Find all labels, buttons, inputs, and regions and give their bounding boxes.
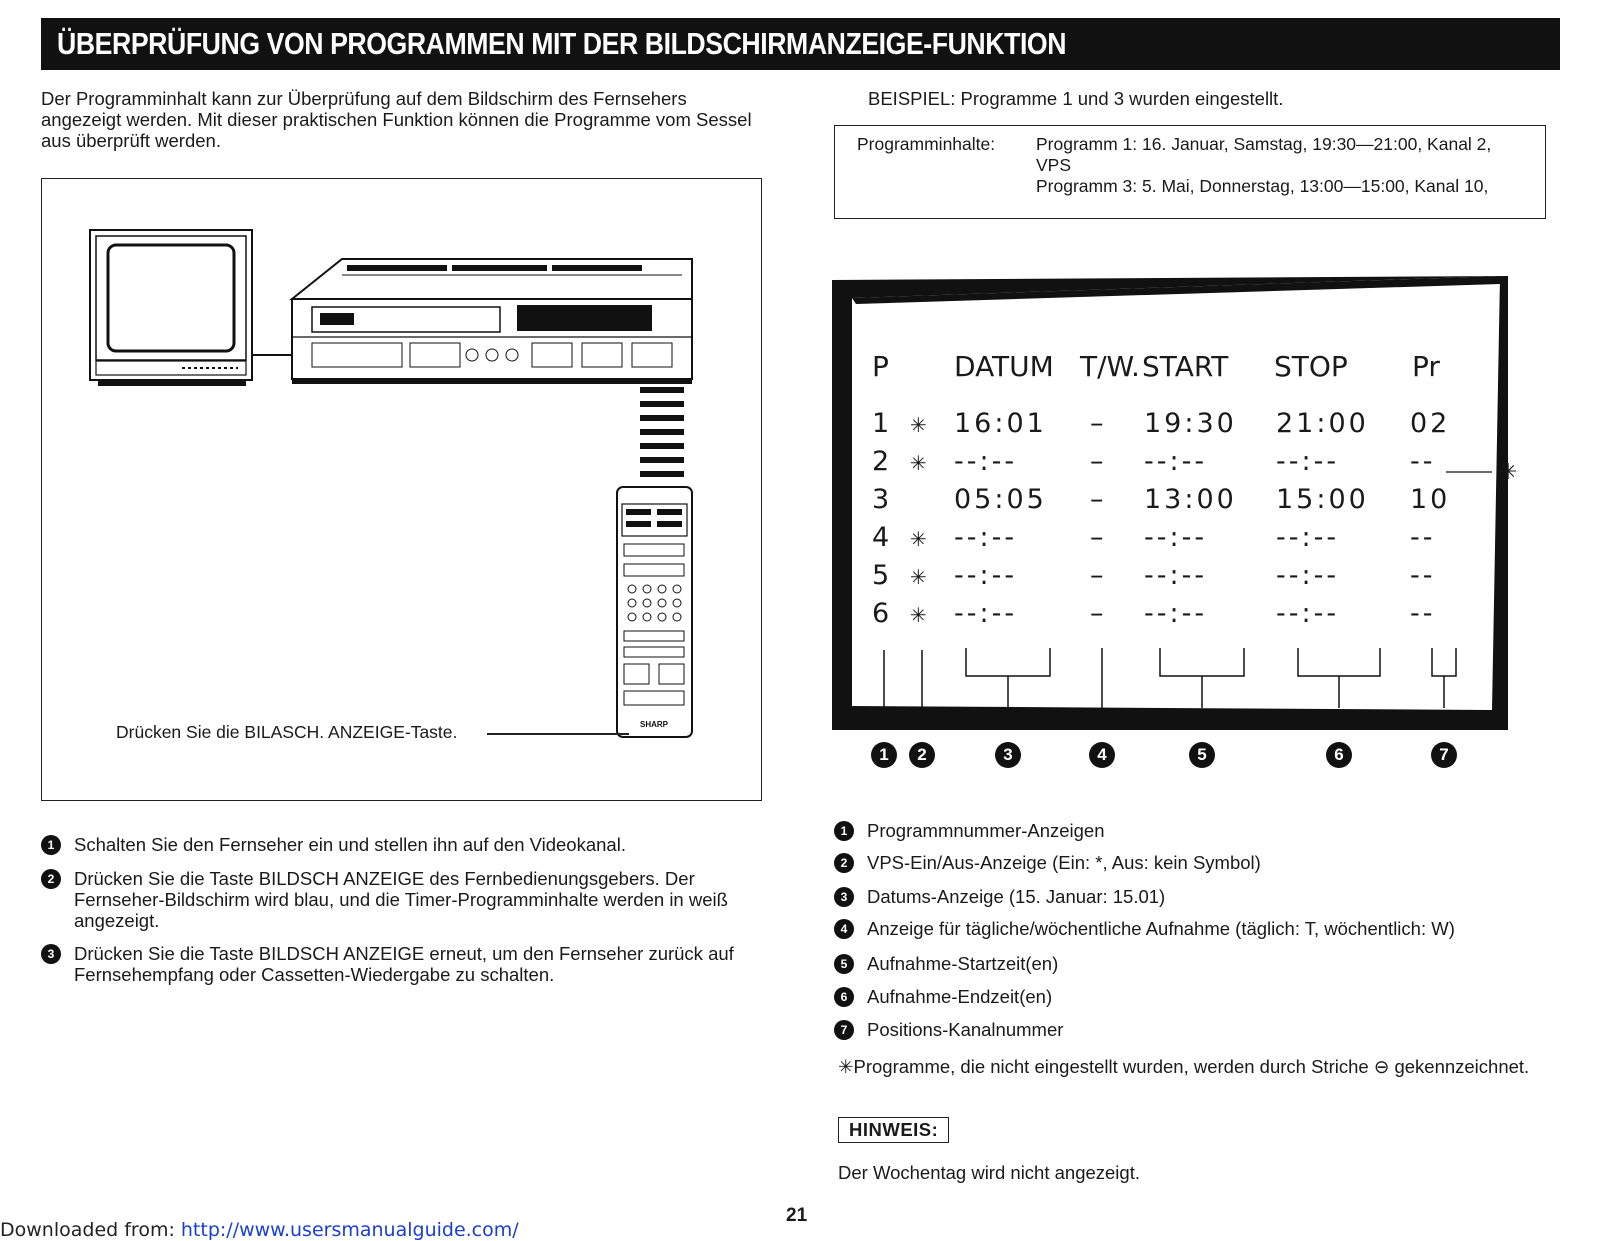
legend-number: 1 <box>834 821 854 841</box>
illustration-box <box>41 178 762 801</box>
osd-cell-p: 4 <box>872 522 890 553</box>
tv-icon <box>90 230 252 386</box>
osd-cell-tw: – <box>1090 560 1104 591</box>
callout-number: 2 <box>909 742 935 768</box>
osd-cell-vps: ✳ <box>910 527 927 551</box>
callout-number: 1 <box>871 742 897 768</box>
osd-cell-tw: – <box>1090 484 1104 515</box>
legend-item-1 <box>834 820 1564 841</box>
legend-item-3 <box>834 886 1564 907</box>
osd-cell-pr: -- <box>1410 598 1436 629</box>
callout-number: 3 <box>995 742 1021 768</box>
legend-number: 2 <box>834 853 854 873</box>
program-3-text: Programm 3: 5. Mai, Donnerstag, 13:00—15:00, Kanal 10, <box>1036 176 1489 196</box>
osd-cell-start: --:-- <box>1144 560 1208 591</box>
osd-cell-p: 1 <box>872 408 890 439</box>
legend-number: 7 <box>834 1020 854 1040</box>
program-contents-label: Programminhalte: <box>857 134 996 154</box>
step-1 <box>41 834 757 855</box>
step-2 <box>41 868 757 931</box>
header-tw: T/W. <box>1080 350 1140 383</box>
callout-number: 5 <box>1189 742 1215 768</box>
osd-cell-date: --:-- <box>954 598 1018 629</box>
legend-number: 4 <box>834 919 854 939</box>
leader-line <box>487 733 629 735</box>
step-number: 1 <box>41 835 61 855</box>
osd-cell-stop: --:-- <box>1276 598 1340 629</box>
osd-cell-tw: – <box>1090 522 1104 553</box>
osd-cell-pr: -- <box>1410 446 1436 477</box>
osd-cell-date: 16:01 <box>954 408 1047 439</box>
program-contents-box <box>834 125 1546 219</box>
osd-cell-tw: – <box>1090 446 1104 477</box>
page-title: ÜBERPRÜFUNG VON PROGRAMMEN MIT DER BILDSCHIRMANZEIGE-FUNKTION <box>41 18 1560 70</box>
press-display-button-label: Drücken Sie die BILASCH. ANZEIGE-Taste. <box>116 722 458 742</box>
hinweis-label: HINWEIS: <box>838 1117 949 1143</box>
header-p: P <box>872 350 889 383</box>
osd-cell-date: --:-- <box>954 446 1018 477</box>
callout-number: 7 <box>1431 742 1457 768</box>
infrared-beam-icon <box>640 387 684 477</box>
asterisk-callout: ✳ <box>1499 460 1518 485</box>
header-stop: STOP <box>1274 350 1348 383</box>
osd-cell-pr: 10 <box>1410 484 1451 515</box>
callout-number: 6 <box>1326 742 1352 768</box>
header-datum: DATUM <box>954 350 1054 383</box>
osd-cell-p: 3 <box>872 484 890 515</box>
osd-cell-date: 05:05 <box>954 484 1047 515</box>
legend-text: Aufnahme-Endzeit(en) <box>867 986 1053 1007</box>
legend-text: Anzeige für tägliche/wöchentliche Aufnahme (täglich: T, wöchentlich: W) <box>867 918 1455 939</box>
step-text: Drücken Sie die Taste BILDSCH ANZEIGE des Fernbedienungsgebers. Der Fernseher-Bildschirm wird blau, und die Timer-Programminhalte werden in weiß angezeigt. <box>74 868 728 931</box>
osd-cell-vps: ✳ <box>910 565 927 589</box>
osd-cell-start: --:-- <box>1144 522 1208 553</box>
legend-number: 5 <box>834 954 854 974</box>
osd-cell-date: --:-- <box>954 522 1018 553</box>
callout-number: 4 <box>1089 742 1115 768</box>
legend-text: Programmnummer-Anzeigen <box>867 820 1105 841</box>
example-label: BEISPIEL: Programme 1 und 3 wurden eingestellt. <box>868 88 1284 109</box>
osd-cell-stop: --:-- <box>1276 560 1340 591</box>
hinweis-text: Der Wochentag wird nicht angezeigt. <box>838 1162 1140 1183</box>
legend-text: Aufnahme-Startzeit(en) <box>867 953 1059 974</box>
osd-cell-tw: – <box>1090 598 1104 629</box>
legend-text: Datums-Anzeige (15. Januar: 15.01) <box>867 886 1166 907</box>
osd-cell-start: 13:00 <box>1144 484 1237 515</box>
step-number: 2 <box>41 869 61 889</box>
page-number: 21 <box>786 1205 808 1226</box>
screen-display-illustration <box>832 276 1518 730</box>
osd-cell-pr: 02 <box>1410 408 1451 439</box>
osd-cell-start: --:-- <box>1144 446 1208 477</box>
remote-brand: SHARP <box>639 720 669 729</box>
screen-callouts <box>832 742 1510 770</box>
osd-cell-vps: ✳ <box>910 603 927 627</box>
osd-cell-start: 19:30 <box>1144 408 1237 439</box>
legend-number: 3 <box>834 887 854 907</box>
legend-text: Positions-Kanalnummer <box>867 1019 1064 1040</box>
osd-cell-vps: ✳ <box>910 413 927 437</box>
legend-item-6 <box>834 986 1564 1007</box>
legend-item-2 <box>834 852 1564 873</box>
osd-cell-date: --:-- <box>954 560 1018 591</box>
osd-cell-p: 2 <box>872 446 890 477</box>
step-number: 3 <box>41 944 61 964</box>
osd-cell-stop: 15:00 <box>1276 484 1369 515</box>
step-text: Drücken Sie die Taste BILDSCH ANZEIGE erneut, um den Fernseher zurück auf Fernsehempfang oder Cassetten-Wiedergabe zu schalten. <box>74 943 734 985</box>
osd-cell-stop: 21:00 <box>1276 408 1369 439</box>
osd-cell-p: 5 <box>872 560 890 591</box>
osd-cell-stop: --:-- <box>1276 446 1340 477</box>
osd-cell-start: --:-- <box>1144 598 1208 629</box>
header-start: START <box>1142 350 1229 383</box>
step-3 <box>41 943 757 985</box>
footer-link[interactable]: http://www.usersmanualguide.com/ <box>180 1219 519 1241</box>
remote-control-icon <box>617 487 692 737</box>
legend-item-5 <box>834 953 1564 974</box>
osd-cell-pr: -- <box>1410 522 1436 553</box>
osd-cell-tw: – <box>1090 408 1104 439</box>
intro-paragraph: Der Programminhalt kann zur Überprüfung auf dem Bildschirm des Fernsehers angezeigt werden. Mit dieser praktischen Funktion können die Programme vom Sessel aus überprüft werden. <box>41 88 752 151</box>
step-text: Schalten Sie den Fernseher ein und stellen ihn auf den Videokanal. <box>74 834 626 855</box>
osd-cell-vps: ✳ <box>910 451 927 475</box>
osd-cell-pr: -- <box>1410 560 1436 591</box>
legend-item-7 <box>834 1019 1564 1040</box>
footer-prefix: Downloaded from: <box>0 1219 181 1241</box>
legend-item-4 <box>834 918 1564 939</box>
osd-cell-stop: --:-- <box>1276 522 1340 553</box>
vcr-icon <box>292 259 692 384</box>
equipment-illustration <box>42 179 760 799</box>
legend-text: VPS-Ein/Aus-Anzeige (Ein: *, Aus: kein Symbol) <box>867 852 1261 873</box>
legend-number: 6 <box>834 987 854 1007</box>
header-pr: Pr <box>1412 350 1440 383</box>
asterisk-note: ✳Programme, die nicht eingestellt wurden, werden durch Striche ⊖ gekennzeichnet. <box>838 1056 1530 1077</box>
osd-cell-p: 6 <box>872 598 890 629</box>
program-1-text: Programm 1: 16. Januar, Samstag, 19:30—21:00, Kanal 2, VPS <box>1036 134 1492 175</box>
download-footer <box>0 1219 519 1241</box>
